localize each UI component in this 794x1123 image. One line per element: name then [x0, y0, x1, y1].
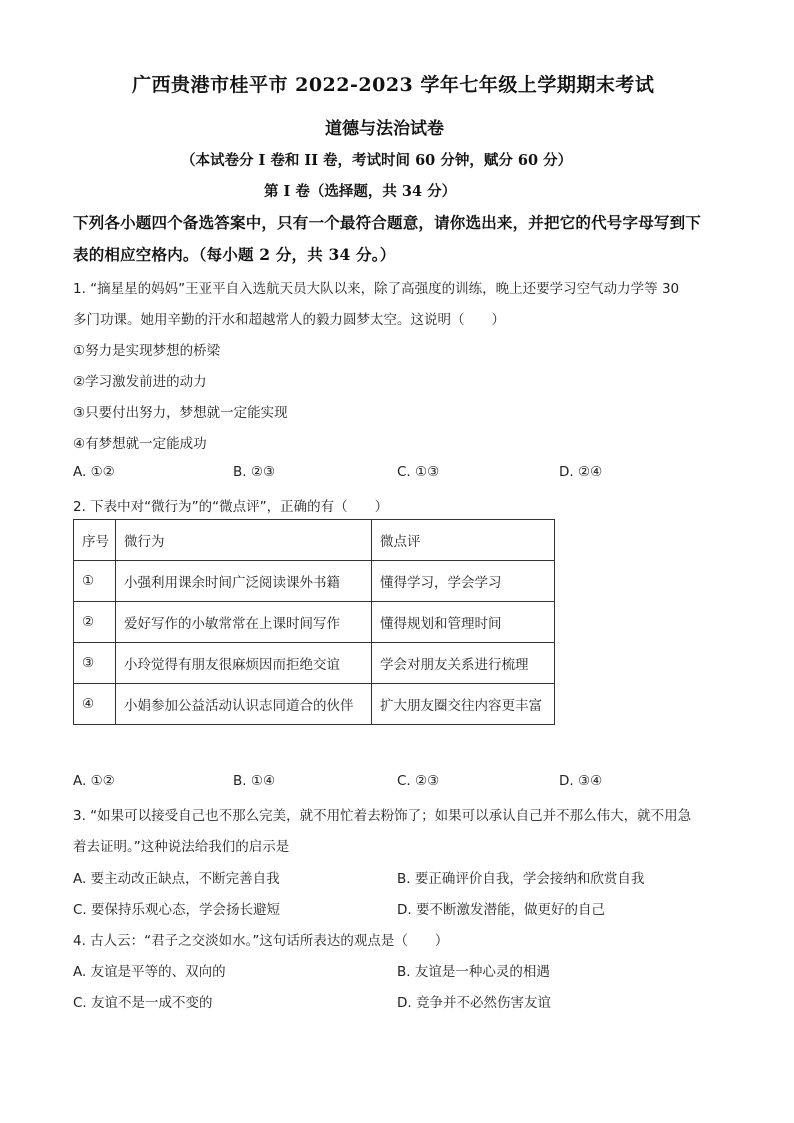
table-header-cell: 微行为 [116, 520, 372, 561]
table-cell: ③ [74, 643, 116, 684]
q3-option-c: C. 要保持乐观心态，学会扬长避短 [73, 902, 281, 918]
q4-option-c: C. 友谊不是一成不变的 [73, 995, 213, 1011]
table-cell: ① [74, 561, 116, 602]
table-row [74, 602, 555, 643]
q1-statement: ③只要付出努力，梦想就一定能实现 [73, 405, 288, 421]
table-cell: 学会对朋友关系进行梳理 [372, 643, 555, 684]
q3-stem-line-2: 着去证明。”这种说法给我们的启示是 [73, 839, 290, 855]
table-row [74, 684, 555, 725]
q1-statement: ②学习激发前进的动力 [73, 374, 207, 390]
instruction-line-1: 下列各小题四个备选答案中，只有一个最符合题意，请你选出来，并把它的代号字母写到下 [73, 213, 702, 232]
q4-option-a: A. 友谊是平等的、双向的 [73, 964, 226, 980]
table-cell: 爱好写作的小敏常常在上课时间写作 [116, 602, 372, 643]
table-row [74, 561, 555, 602]
table-header-cell: 微点评 [372, 520, 555, 561]
q1-option-b: B. ②③ [233, 464, 276, 480]
q1-stem-line-2: 多门功课。她用辛勤的汗水和超越常人的毅力圆梦太空。这说明（ ） [73, 312, 505, 328]
q4-option-b: B. 友谊是一种心灵的相遇 [397, 964, 550, 980]
section-heading: 第 I 卷（选择题，共 34 分） [264, 183, 457, 200]
q2-option-b: B. ①④ [233, 773, 276, 789]
table-cell: ④ [74, 684, 116, 725]
q2-table [73, 519, 555, 725]
q3-stem-line-1: 3. “如果可以接受自己也不那么完美，就不用忙着去粉饰了；如果可以承认自己并不那么伟大，就不用急 [73, 808, 692, 824]
q2-option-c: C. ②③ [397, 773, 440, 789]
table-cell: 小娟参加公益活动认识志同道合的伙伴 [116, 684, 372, 725]
q1-stem-line-1: 1. “摘星星的妈妈”王亚平自入选航天员大队以来，除了高强度的训练，晚上还要学习空气动力学等 30 [73, 281, 680, 297]
table-cell: 小强利用课余时间广泛阅读课外书籍 [116, 561, 372, 602]
table-cell: 懂得规划和管理时间 [372, 602, 555, 643]
exam-title: 广西贵港市桂平市 2022-2023 学年七年级上学期期末考试 [132, 74, 655, 96]
exam-note: （本试卷分 I 卷和 II 卷，考试时间 60 分钟，赋分 60 分） [181, 152, 573, 169]
q2-stem: 2. 下表中对“微行为”的“微点评”，正确的有（ ） [73, 499, 389, 515]
table-cell: 懂得学习，学会学习 [372, 561, 555, 602]
table-header-cell: 序号 [74, 520, 116, 561]
q2-option-d: D. ③④ [559, 773, 603, 789]
exam-subtitle: 道德与法治试卷 [325, 119, 444, 139]
table-cell: ② [74, 602, 116, 643]
q4-option-d: D. 竞争并不必然伤害友谊 [397, 995, 551, 1011]
q4-stem: 4. 古人云：“君子之交淡如水。”这句话所表达的观点是（ ） [73, 933, 449, 949]
instruction-line-2: 表的相应空格内。（每小题 2 分，共 34 分。） [73, 245, 396, 264]
q1-statement: ①努力是实现梦想的桥梁 [73, 343, 221, 359]
q1-statement: ④有梦想就一定能成功 [73, 436, 207, 452]
q1-option-a: A. ①② [73, 464, 115, 480]
q2-option-a: A. ①② [73, 773, 115, 789]
table-cell: 扩大朋友圈交往内容更丰富 [372, 684, 555, 725]
table-cell: 小玲觉得有朋友很麻烦因而拒绝交谊 [116, 643, 372, 684]
table-row [74, 643, 555, 684]
q3-option-b: B. 要正确评价自我，学会接纳和欣赏自我 [397, 871, 645, 887]
q1-option-d: D. ②④ [559, 464, 603, 480]
q3-option-a: A. 要主动改正缺点，不断完善自我 [73, 871, 280, 887]
q3-option-d: D. 要不断激发潜能，做更好的自己 [397, 902, 605, 918]
q1-option-c: C. ①③ [397, 464, 440, 480]
table-header-row [74, 520, 555, 561]
